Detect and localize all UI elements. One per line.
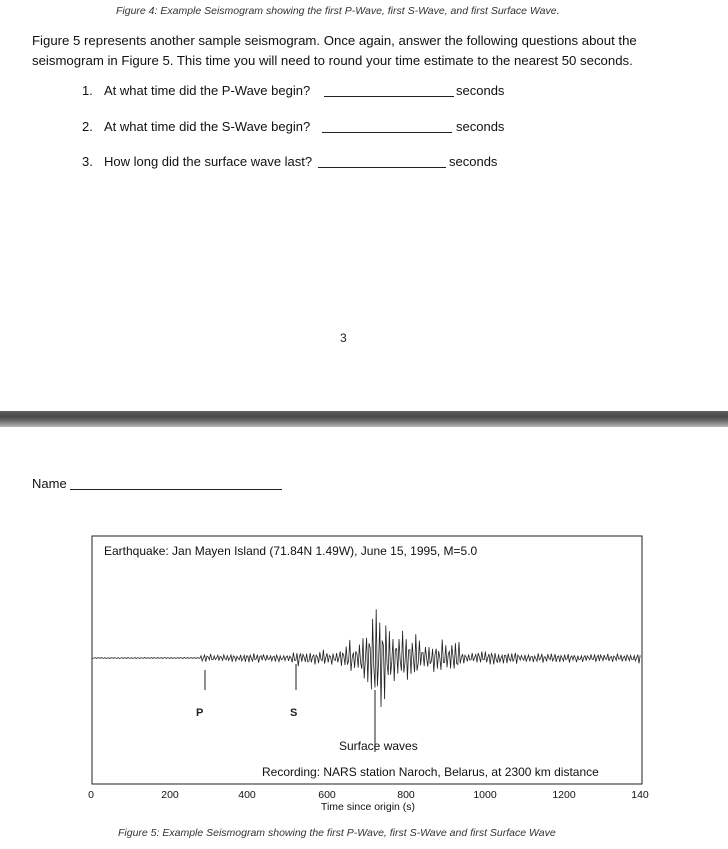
question-2-unit: seconds (456, 119, 505, 134)
x-axis-ticks (88, 789, 649, 801)
s-wave-label: S (290, 707, 298, 719)
seismogram-trace (93, 609, 640, 707)
x-axis-label: Time since origin (s) (320, 801, 416, 813)
figure-4-caption: Figure 4: Example Seismogram showing the first P-Wave, first S-Wave, and first Surface Wave. (116, 5, 560, 17)
question-1-unit: seconds (456, 83, 505, 98)
x-tick-label: 200 (161, 789, 179, 801)
x-tick-label: 600 (318, 789, 336, 801)
x-tick-label: 0 (88, 789, 94, 801)
question-number: 2. (82, 119, 93, 134)
x-tick-label: 400 (238, 789, 256, 801)
trace-line (93, 609, 640, 707)
question-3-unit: seconds (449, 154, 498, 169)
p-wave-label: P (196, 707, 204, 719)
page-number: 3 (340, 331, 347, 345)
intro-line-1: Figure 5 represents another sample seismogram. Once again, answer the following questions about the (32, 33, 637, 48)
question-2-text: At what time did the S-Wave begin? (104, 119, 311, 134)
surface-waves-label: Surface waves (339, 739, 418, 753)
question-1-text: At what time did the P-Wave begin? (104, 83, 311, 98)
x-tick-label: 1200 (552, 789, 576, 801)
question-number: 3. (82, 154, 93, 169)
x-tick-label: 140 (631, 789, 649, 801)
name-label: Name (32, 476, 67, 491)
seismogram-title: Earthquake: Jan Mayen Island (71.84N 1.49W), June 15, 1995, M=5.0 (104, 544, 478, 558)
figure-5-caption: Figure 5: Example Seismogram showing the first P-Wave, first S-Wave and first Surface Wave (118, 827, 556, 839)
x-tick-label: 800 (397, 789, 415, 801)
recording-label: Recording: NARS station Naroch, Belarus, at 2300 km distance (262, 765, 599, 779)
question-number: 1. (82, 83, 93, 98)
question-3-text: How long did the surface wave last? (104, 154, 313, 169)
x-tick-label: 1000 (473, 789, 497, 801)
intro-line-2: seismogram in Figure 5. This time you will need to round your time estimate to the nearest 50 seconds. (32, 53, 633, 68)
